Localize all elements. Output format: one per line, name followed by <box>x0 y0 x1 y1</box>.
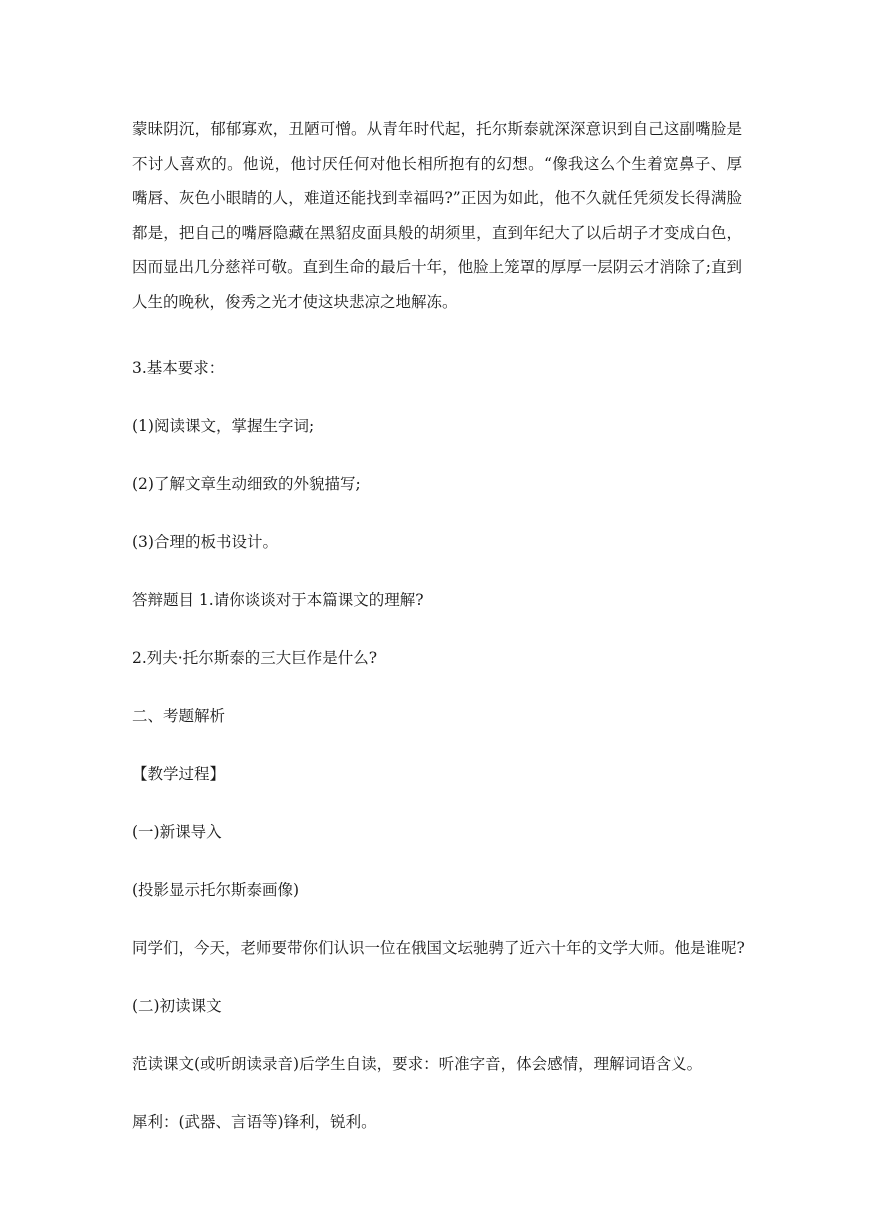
requirement-item: (3)合理的板书设计。 <box>132 533 278 551</box>
intro-paragraph: 蒙昧阴沉，郁郁寡欢，丑陋可憎。从青年时代起，托尔斯泰就深深意识到自己这副嘴脸是不讨人喜欢的。他说，他讨厌任何对他长相所抱有的幻想。“像我这么个生着宽鼻子、厚嘴唇、灰色小眼睛的人，难道还能找到幸福吗?”正因为如此，他不久就任凭须发长得满脸都是，把自己的嘴唇隐藏在黑貂皮面具般的胡须里，直到年纪大了以后胡子才变成白色，因而显出几分慈祥可敬。直到生命的最后十年，他脸上笼罩的厚厚一层阴云才消除了;直到人生的晚秋，俊秀之光才使这块悲凉之地解冻。 <box>132 120 742 311</box>
step1-title: (一)新课导入 <box>132 823 222 841</box>
requirement-item: (1)阅读课文，掌握生字词; <box>132 417 315 435</box>
requirement-item: (2)了解文章生动细致的外貌描写; <box>132 475 361 493</box>
vocab-item: 犀利：(武器、言语等)锋利，锐利。 <box>132 1113 377 1131</box>
document-body <box>132 112 745 1132</box>
defense-question-2: 2.列夫·托尔斯泰的三大巨作是什么? <box>132 649 378 667</box>
defense-question-1: 答辩题目 1.请你谈谈对于本篇课文的理解? <box>132 591 424 609</box>
step2-text: 范读课文(或听朗读录音)后学生自读，要求：听准字音，体会感情，理解词语含义。 <box>132 1055 703 1073</box>
step1-text: 同学们，今天，老师要带你们认识一位在俄国文坛驰骋了近六十年的文学大师。他是谁呢? <box>132 939 745 957</box>
step2-title: (二)初读课文 <box>132 997 222 1015</box>
spacer <box>132 319 742 358</box>
process-title: 【教学过程】 <box>132 765 226 783</box>
section-title: 二、考题解析 <box>132 707 226 725</box>
step1-note: (投影显示托尔斯泰画像) <box>132 881 300 899</box>
requirements-heading: 3.基本要求： <box>132 359 225 377</box>
